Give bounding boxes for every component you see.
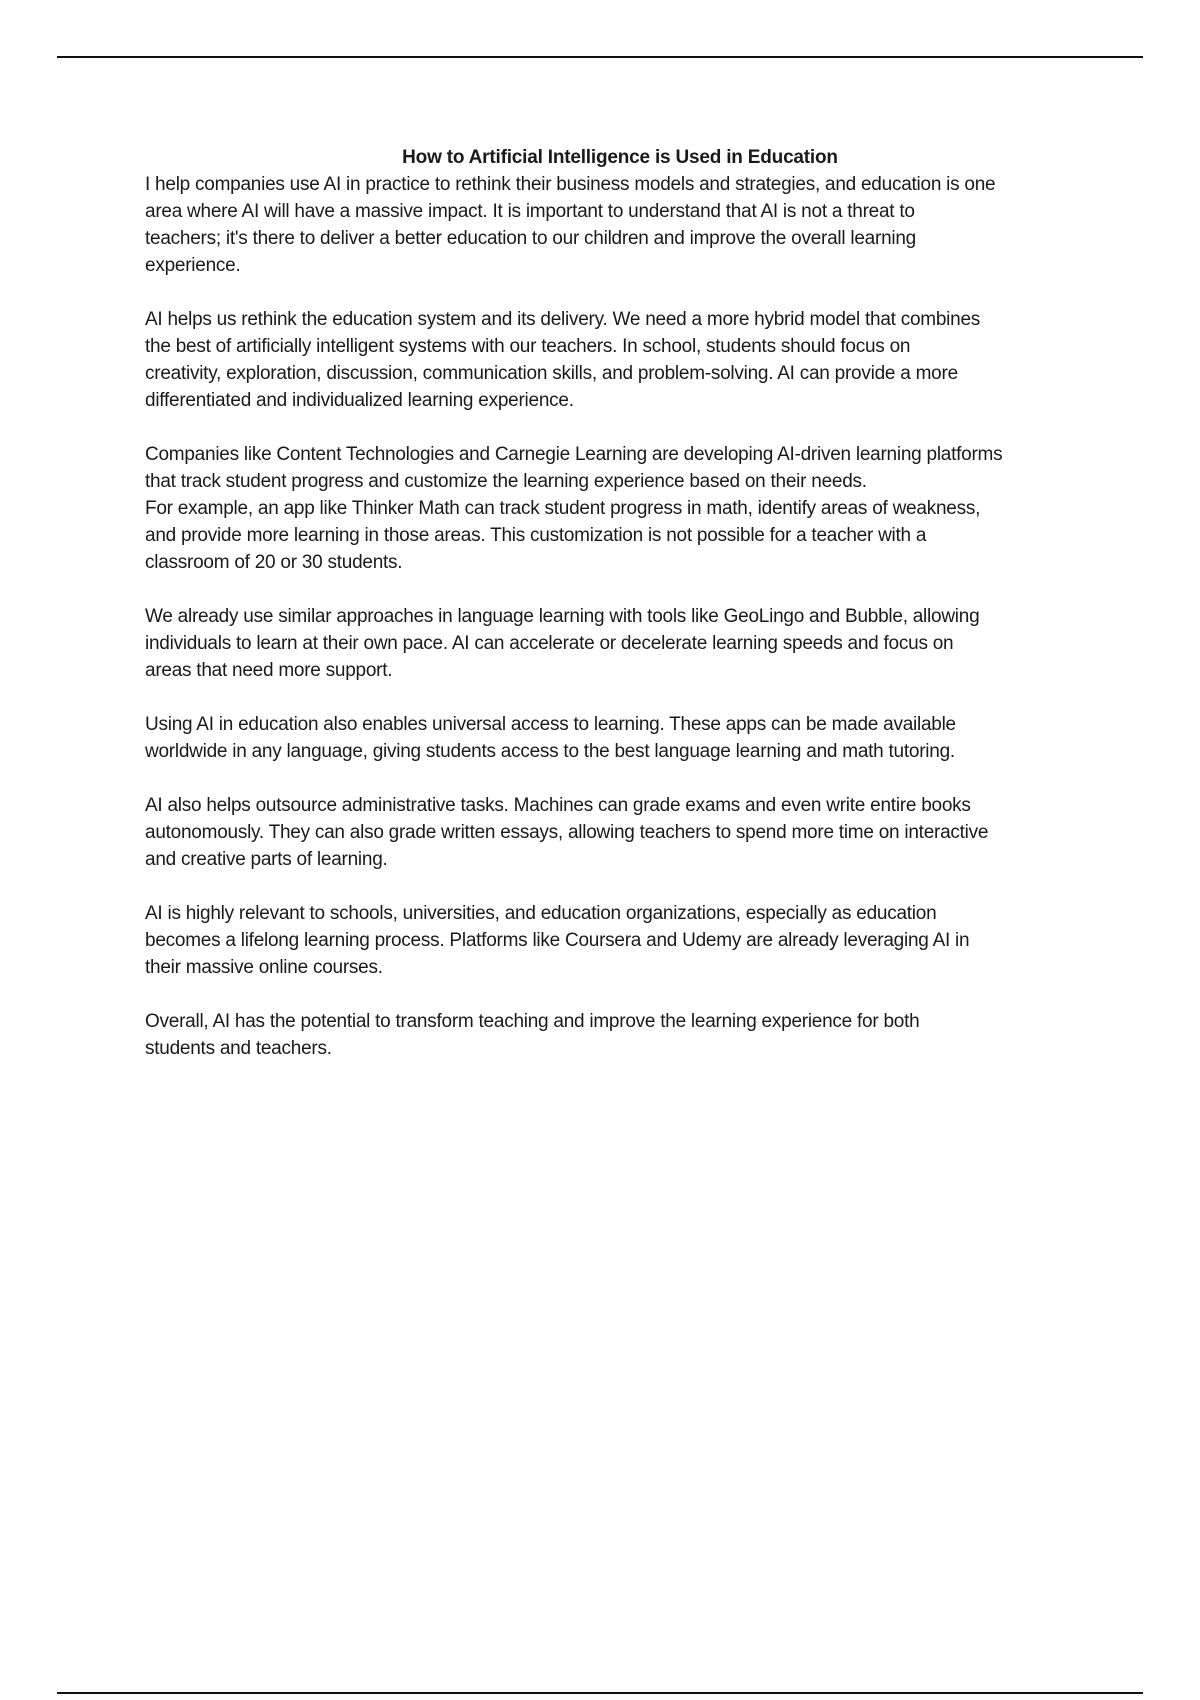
paragraph-line: AI is highly relevant to schools, universities, and education organizations, especially as education	[145, 903, 937, 924]
paragraph-line: differentiated and individualized learning experience.	[145, 390, 574, 411]
paragraph-line: Overall, AI has the potential to transform teaching and improve the learning experience for both	[145, 1011, 920, 1032]
paragraph	[145, 306, 1095, 414]
paragraph-line: their massive online courses.	[145, 957, 383, 978]
paragraph-line: Using AI in education also enables universal access to learning. These apps can be made available	[145, 714, 956, 735]
paragraph-line: experience.	[145, 255, 241, 276]
paragraph-line: classroom of 20 or 30 students.	[145, 552, 403, 573]
paragraph-line: the best of artificially intelligent systems with our teachers. In school, students should focus on	[145, 336, 911, 357]
paragraph-line: autonomously. They can also grade written essays, allowing teachers to spend more time on interactive	[145, 822, 989, 843]
paragraph	[145, 441, 1095, 576]
paragraph	[145, 603, 1095, 684]
paragraph-line: AI helps us rethink the education system and its delivery. We need a more hybrid model that combines	[145, 309, 981, 330]
document-title: How to Artificial Intelligence is Used in Education	[402, 147, 838, 168]
paragraph-line: For example, an app like Thinker Math can track student progress in math, identify areas of weakness,	[145, 498, 981, 519]
paragraph	[145, 1008, 1095, 1062]
footer-rule	[57, 1692, 1143, 1694]
paragraph-line: and creative parts of learning.	[145, 849, 388, 870]
header-rule	[57, 56, 1143, 58]
paragraph-line: that track student progress and customize the learning experience based on their needs.	[145, 471, 867, 492]
paragraph	[145, 900, 1095, 981]
document-body	[145, 144, 1095, 1089]
paragraph-line: individuals to learn at their own pace. AI can accelerate or decelerate learning speeds and focus on	[145, 633, 954, 654]
paragraph-line: creativity, exploration, discussion, communication skills, and problem-solving. AI can provide a more	[145, 363, 958, 384]
paragraph-line: I help companies use AI in practice to rethink their business models and strategies, and education is one	[145, 174, 996, 195]
paragraph-line: areas that need more support.	[145, 660, 393, 681]
paragraph-line: and provide more learning in those areas. This customization is not possible for a teacher with a	[145, 525, 927, 546]
paragraph-line: teachers; it's there to deliver a better education to our children and improve the overall learning	[145, 228, 916, 249]
paragraph-line: area where AI will have a massive impact. It is important to understand that AI is not a threat to	[145, 201, 915, 222]
paragraph-line: students and teachers.	[145, 1038, 332, 1059]
paragraph-list	[145, 171, 1095, 1062]
paragraph-line: AI also helps outsource administrative tasks. Machines can grade exams and even write entire books	[145, 795, 971, 816]
paragraph-line: Companies like Content Technologies and Carnegie Learning are developing AI-driven learning platforms	[145, 444, 1003, 465]
paragraph-line: We already use similar approaches in language learning with tools like GeoLingo and Bubble, allowing	[145, 606, 980, 627]
paragraph-line: becomes a lifelong learning process. Platforms like Coursera and Udemy are already leveraging AI in	[145, 930, 970, 951]
paragraph	[145, 711, 1095, 765]
paragraph-line: worldwide in any language, giving students access to the best language learning and math tutoring.	[145, 741, 955, 762]
paragraph	[145, 792, 1095, 873]
paragraph	[145, 171, 1095, 279]
